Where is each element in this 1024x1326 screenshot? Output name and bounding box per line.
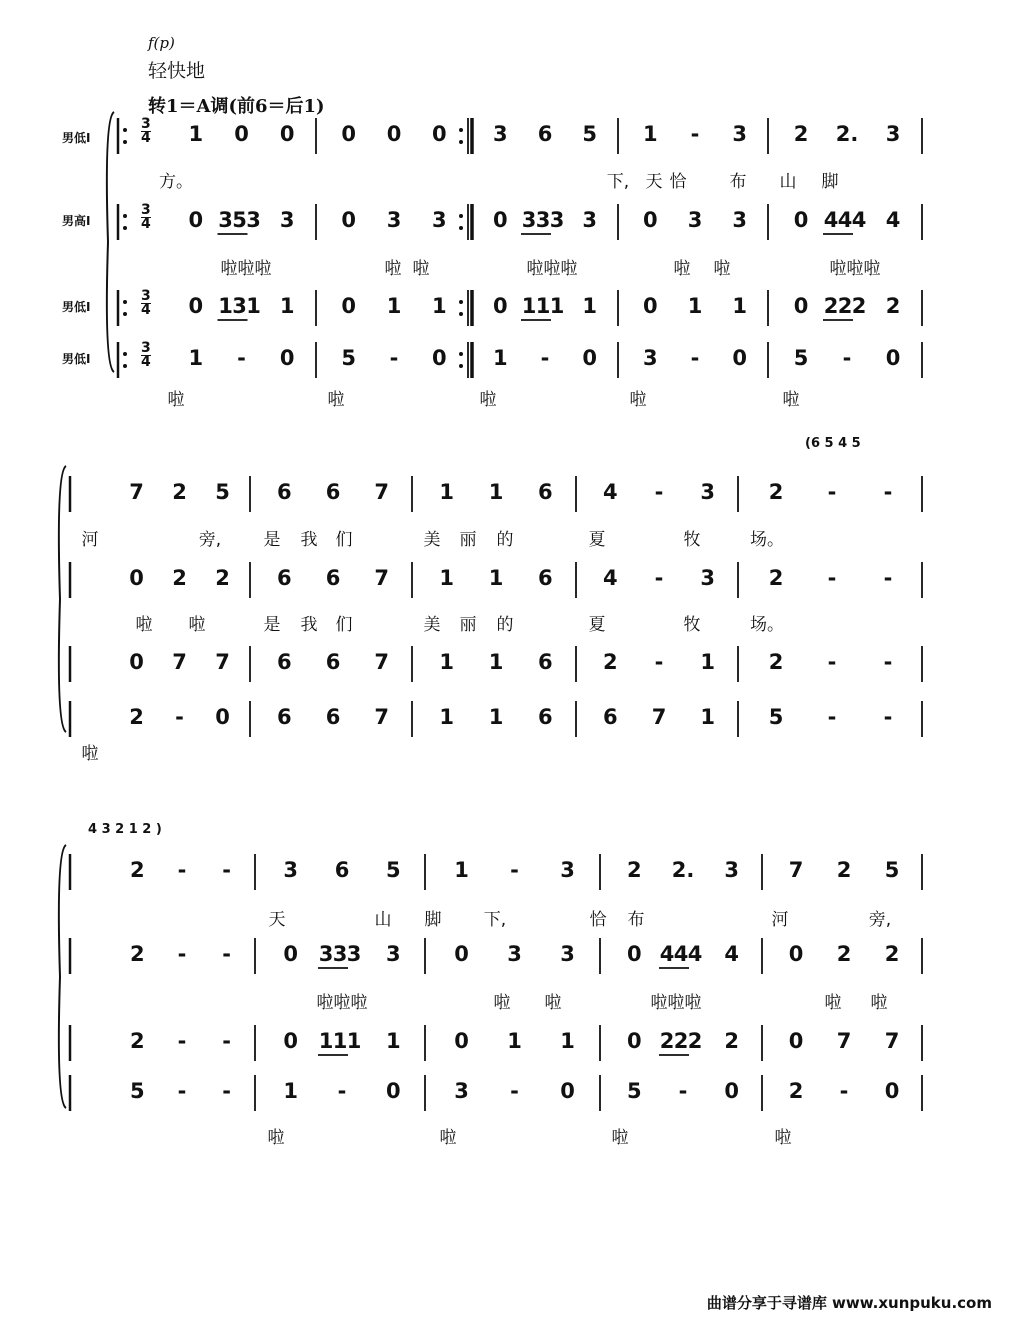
note: 2 <box>823 294 839 318</box>
note: 0 <box>788 942 804 966</box>
dynamic-marking: f(p) <box>148 34 175 52</box>
lyric: 啦啦啦 <box>526 259 578 279</box>
lyric: 啦 <box>167 390 185 410</box>
note: 4 <box>851 208 867 232</box>
note: 6 <box>334 858 350 882</box>
lyric: 恰 <box>669 172 687 192</box>
repeat-dot <box>459 214 463 218</box>
note: 3 <box>885 122 901 146</box>
note: 5 <box>793 346 809 370</box>
repeat-dot <box>459 300 463 304</box>
repeat-dot <box>123 226 127 230</box>
note: 1 <box>454 858 469 882</box>
lyric: 河 <box>771 910 789 930</box>
note: 2 <box>659 1029 675 1053</box>
lyric: 啦 <box>267 1128 285 1148</box>
note: 7 <box>788 858 804 882</box>
lyric: 场。 <box>750 530 784 550</box>
note: 0 <box>386 122 402 146</box>
note: 6 <box>325 705 341 729</box>
note: 5 <box>341 346 356 370</box>
note: 6 <box>277 566 292 590</box>
note: 3 <box>283 858 298 882</box>
lyric: 山 <box>779 172 797 192</box>
lyric: 的 <box>496 530 514 550</box>
note: 0 <box>454 1029 469 1053</box>
note: 3 <box>507 942 522 966</box>
lyric: 下, <box>483 910 507 930</box>
note: - <box>883 650 893 674</box>
lyric: 啦 <box>713 259 731 279</box>
note: 0 <box>643 294 658 318</box>
note: 2 <box>172 566 187 590</box>
lyric: 美 <box>423 615 441 635</box>
lyric: 下, <box>606 172 630 192</box>
note: 5 <box>627 1079 642 1103</box>
note: - <box>222 1079 232 1103</box>
note: 7 <box>129 480 144 504</box>
note: 3 <box>386 208 402 232</box>
note: 5 <box>768 705 784 729</box>
lyric: 我 <box>300 615 318 635</box>
lyric: 啦啦啦 <box>829 259 881 279</box>
note: - <box>654 566 664 590</box>
note: - <box>337 1079 347 1103</box>
note: 1 <box>188 346 204 370</box>
lyric: 方。 <box>159 172 193 192</box>
note: 2. <box>835 122 859 146</box>
voice-label: 男低Ⅰ <box>62 352 91 366</box>
note: 0 <box>386 1079 401 1103</box>
time-signature: 3 4 <box>141 340 151 370</box>
note: 2 <box>884 942 900 966</box>
note: 2 <box>215 566 230 590</box>
note: 0 <box>643 208 658 232</box>
lyric: 丽 <box>459 530 477 550</box>
note: 3 <box>318 942 334 966</box>
repeat-dot <box>123 214 127 218</box>
note: 7 <box>374 480 389 504</box>
repeat-dot <box>123 128 127 132</box>
note: 0 <box>234 122 249 146</box>
repeat-dot <box>123 140 127 144</box>
note: 7 <box>172 650 187 674</box>
note: - <box>654 650 664 674</box>
note: 0 <box>188 208 204 232</box>
note: 1 <box>332 1029 348 1053</box>
lyric: 是 <box>263 615 281 635</box>
note: 3 <box>454 1079 469 1103</box>
note: 2 <box>788 1079 804 1103</box>
note: 2 <box>673 1029 689 1053</box>
note: 2 <box>836 858 852 882</box>
repeat-dot <box>123 312 127 316</box>
note: 0 <box>627 1029 642 1053</box>
note: 1 <box>218 294 233 318</box>
note: 5 <box>386 858 401 882</box>
lyric: 场。 <box>750 615 784 635</box>
lyric: 的 <box>496 615 514 635</box>
intro-melody: 4 3 2 1 2 ) <box>88 822 162 837</box>
lyric: 天 <box>645 172 663 192</box>
note: - <box>222 858 232 882</box>
note: 2 <box>627 858 642 882</box>
note: 0 <box>188 294 204 318</box>
note: 3 <box>521 208 537 232</box>
repeat-dot <box>123 300 127 304</box>
note: 6 <box>277 650 292 674</box>
note: - <box>690 122 700 146</box>
note: 1 <box>386 1029 401 1053</box>
note: 6 <box>538 566 553 590</box>
note: 1 <box>439 566 454 590</box>
note: 1 <box>732 294 747 318</box>
note: 0 <box>341 294 356 318</box>
note: 0 <box>432 122 447 146</box>
note: 7 <box>836 1029 852 1053</box>
lyric: 啦 <box>782 390 800 410</box>
note: 1 <box>283 1079 298 1103</box>
lyric: 啦 <box>493 993 511 1013</box>
note: 2 <box>768 566 784 590</box>
time-signature: 3 4 <box>141 288 151 318</box>
lyric: 旁, <box>198 530 222 550</box>
note: 1 <box>439 480 454 504</box>
repeat-dot <box>459 140 463 144</box>
key-change-marking: 转1＝A调(前6＝后1) <box>148 96 325 117</box>
note: 1 <box>687 294 703 318</box>
note: - <box>690 346 700 370</box>
note: 2. <box>671 858 695 882</box>
repeat-dot <box>459 364 463 368</box>
note: 2 <box>837 294 853 318</box>
lyric: 啦 <box>81 744 99 764</box>
note: 0 <box>341 208 356 232</box>
note: - <box>839 1079 849 1103</box>
lyric: 夏 <box>588 530 606 550</box>
note: 6 <box>325 650 341 674</box>
site-credit: 曲谱分享于寻谱库 www.xunpuku.com <box>706 1294 992 1312</box>
note: 4 <box>823 208 839 232</box>
note: 5 <box>130 1079 145 1103</box>
note: 2 <box>687 1029 703 1053</box>
note: 2 <box>836 942 852 966</box>
lyric: 啦 <box>824 993 842 1013</box>
time-signature: 3 4 <box>141 202 151 232</box>
lyric: 啦 <box>673 259 691 279</box>
note: 6 <box>325 566 341 590</box>
note: - <box>883 566 893 590</box>
repeat-dot <box>123 364 127 368</box>
lyric: 啦 <box>774 1128 792 1148</box>
note: 0 <box>279 346 295 370</box>
note: 1 <box>188 122 204 146</box>
note: 3 <box>560 858 575 882</box>
note: 0 <box>215 705 230 729</box>
note: 4 <box>687 942 703 966</box>
note: 1 <box>507 1029 522 1053</box>
lyric: 天 <box>268 910 286 930</box>
note: 0 <box>279 122 295 146</box>
note: 1 <box>386 294 402 318</box>
note: 6 <box>277 705 292 729</box>
note: 0 <box>732 346 747 370</box>
note: 0 <box>129 566 144 590</box>
note: 1 <box>439 650 454 674</box>
note: - <box>177 1029 187 1053</box>
lyric: 脚 <box>821 172 839 192</box>
note: 7 <box>215 650 230 674</box>
note: 2 <box>885 294 901 318</box>
note: 3 <box>560 942 575 966</box>
lyric: 旁, <box>868 910 892 930</box>
note: 1 <box>700 705 715 729</box>
note: - <box>678 1079 688 1103</box>
note: 1 <box>582 294 597 318</box>
note: 1 <box>488 705 504 729</box>
note: 2 <box>130 858 145 882</box>
lyric: 布 <box>729 172 747 192</box>
note: 0 <box>788 1029 804 1053</box>
tempo-marking: 轻快地 <box>148 60 206 82</box>
system-3 <box>59 845 922 1111</box>
note: 6 <box>537 122 553 146</box>
note: 1 <box>535 294 551 318</box>
note: 3 <box>582 208 597 232</box>
note: 4 <box>603 566 618 590</box>
note: - <box>827 650 837 674</box>
lyric: 啦啦啦 <box>650 993 702 1013</box>
note: 2 <box>130 1029 145 1053</box>
note: - <box>237 346 246 370</box>
repeat-dot <box>459 352 463 356</box>
note: 2 <box>129 705 144 729</box>
brace <box>59 466 66 732</box>
note: 3 <box>279 208 295 232</box>
note: 7 <box>374 566 389 590</box>
note: 0 <box>493 294 508 318</box>
lyric: 啦 <box>611 1128 629 1148</box>
lyric: 啦 <box>544 993 562 1013</box>
note: 0 <box>793 208 809 232</box>
note: 7 <box>651 705 667 729</box>
note: - <box>177 942 187 966</box>
note: 1 <box>246 294 261 318</box>
note: 7 <box>374 650 389 674</box>
lyric: 啦 <box>412 259 430 279</box>
note: 6 <box>277 480 292 504</box>
voice-label: 男高Ⅰ <box>62 214 91 228</box>
lyric: 布 <box>627 910 645 930</box>
note: 4 <box>603 480 618 504</box>
note: 2 <box>851 294 867 318</box>
note: 2 <box>130 942 145 966</box>
note: 1 <box>493 346 508 370</box>
note: 2 <box>768 480 784 504</box>
note: 0 <box>129 650 144 674</box>
lyric: 恰 <box>589 910 607 930</box>
system-1 <box>107 112 922 378</box>
note: - <box>175 705 184 729</box>
note: 5 <box>215 480 230 504</box>
lyric: 牧 <box>683 615 701 635</box>
note: 1 <box>488 566 504 590</box>
lyric: 啦 <box>629 390 647 410</box>
note: 0 <box>885 346 901 370</box>
lyric: 丽 <box>459 615 477 635</box>
note: 0 <box>582 346 597 370</box>
repeat-dot <box>459 226 463 230</box>
note: - <box>654 480 664 504</box>
note: 0 <box>627 942 642 966</box>
brace <box>59 845 66 1108</box>
note: - <box>177 1079 187 1103</box>
intro-melody: (6 5 4 5 <box>805 436 861 451</box>
note: 7 <box>884 1029 900 1053</box>
note: 6 <box>538 650 553 674</box>
note: - <box>827 480 837 504</box>
note: 3 <box>700 480 715 504</box>
note: 2 <box>172 480 187 504</box>
lyric: 美 <box>423 530 441 550</box>
note: 1 <box>432 294 447 318</box>
note: - <box>222 1029 232 1053</box>
note: 6 <box>325 480 341 504</box>
note: 1 <box>279 294 295 318</box>
lyric: 啦 <box>327 390 345 410</box>
note: 1 <box>346 1029 362 1053</box>
note: 0 <box>793 294 809 318</box>
note: - <box>842 346 852 370</box>
note: 0 <box>493 208 508 232</box>
note: 1 <box>521 294 537 318</box>
note: 4 <box>673 942 689 966</box>
note: 0 <box>283 1029 298 1053</box>
note: 3 <box>332 942 348 966</box>
lyric: 夏 <box>588 615 606 635</box>
note: 1 <box>549 294 565 318</box>
lyric: 们 <box>335 530 353 550</box>
lyric: 啦 <box>135 615 153 635</box>
lyric: 山 <box>374 910 392 930</box>
note: 4 <box>659 942 675 966</box>
note: 2 <box>793 122 809 146</box>
repeat-dot <box>459 128 463 132</box>
note: 3 <box>218 208 233 232</box>
lyric: 我 <box>300 530 318 550</box>
note: - <box>222 942 232 966</box>
note: 1 <box>700 650 715 674</box>
note: 6 <box>538 480 553 504</box>
note: - <box>827 705 837 729</box>
note: 3 <box>493 122 508 146</box>
note: 0 <box>884 1079 900 1103</box>
note: 4 <box>885 208 901 232</box>
note: 5 <box>232 208 247 232</box>
note: 3 <box>732 122 747 146</box>
note: 3 <box>246 208 261 232</box>
lyric: 啦啦啦 <box>316 993 368 1013</box>
note: 7 <box>374 705 389 729</box>
lyric: 啦 <box>188 615 206 635</box>
note: - <box>883 705 893 729</box>
note: 3 <box>700 566 715 590</box>
note: 1 <box>318 1029 334 1053</box>
time-signature: 3 4 <box>141 116 151 146</box>
lyric: 是 <box>263 530 281 550</box>
lyric: 们 <box>335 615 353 635</box>
note: 1 <box>488 650 504 674</box>
note: 2 <box>603 650 618 674</box>
note: - <box>510 1079 519 1103</box>
lyric: 啦 <box>439 1128 457 1148</box>
note: - <box>389 346 399 370</box>
system-2 <box>59 466 922 737</box>
note: 6 <box>538 705 553 729</box>
note: 2 <box>768 650 784 674</box>
note: 3 <box>432 208 447 232</box>
note: 3 <box>724 858 739 882</box>
note: 0 <box>283 942 298 966</box>
note: 3 <box>732 208 747 232</box>
note: 4 <box>724 942 739 966</box>
repeat-dot <box>123 352 127 356</box>
note: 3 <box>687 208 703 232</box>
lyric: 啦 <box>384 259 402 279</box>
note: 1 <box>643 122 658 146</box>
note: 0 <box>432 346 447 370</box>
note: 5 <box>582 122 597 146</box>
note: 4 <box>837 208 853 232</box>
note: 2 <box>724 1029 739 1053</box>
note: - <box>883 480 893 504</box>
lyric: 啦 <box>870 993 888 1013</box>
note: 1 <box>488 480 504 504</box>
lyric: 啦 <box>479 390 497 410</box>
note: 3 <box>386 942 401 966</box>
note: - <box>827 566 837 590</box>
note: 3 <box>643 346 658 370</box>
lyric: 啦啦啦 <box>220 259 272 279</box>
note: 0 <box>341 122 356 146</box>
repeat-dot <box>459 312 463 316</box>
note: 3 <box>535 208 551 232</box>
note: 0 <box>454 942 469 966</box>
note: 1 <box>560 1029 575 1053</box>
note: 3 <box>232 294 247 318</box>
note: 3 <box>549 208 565 232</box>
note: 6 <box>603 705 618 729</box>
note: - <box>540 346 550 370</box>
voice-label: 男低Ⅰ <box>62 300 91 314</box>
note: 0 <box>724 1079 739 1103</box>
note: - <box>510 858 519 882</box>
lyric: 河 <box>81 530 99 550</box>
note: - <box>177 858 187 882</box>
voice-label: 男低Ⅰ <box>62 131 91 145</box>
lyric: 牧 <box>683 530 701 550</box>
note: 3 <box>346 942 362 966</box>
brace <box>107 112 114 372</box>
note: 1 <box>439 705 454 729</box>
lyric: 脚 <box>424 910 442 930</box>
note: 5 <box>884 858 900 882</box>
note: 0 <box>560 1079 575 1103</box>
